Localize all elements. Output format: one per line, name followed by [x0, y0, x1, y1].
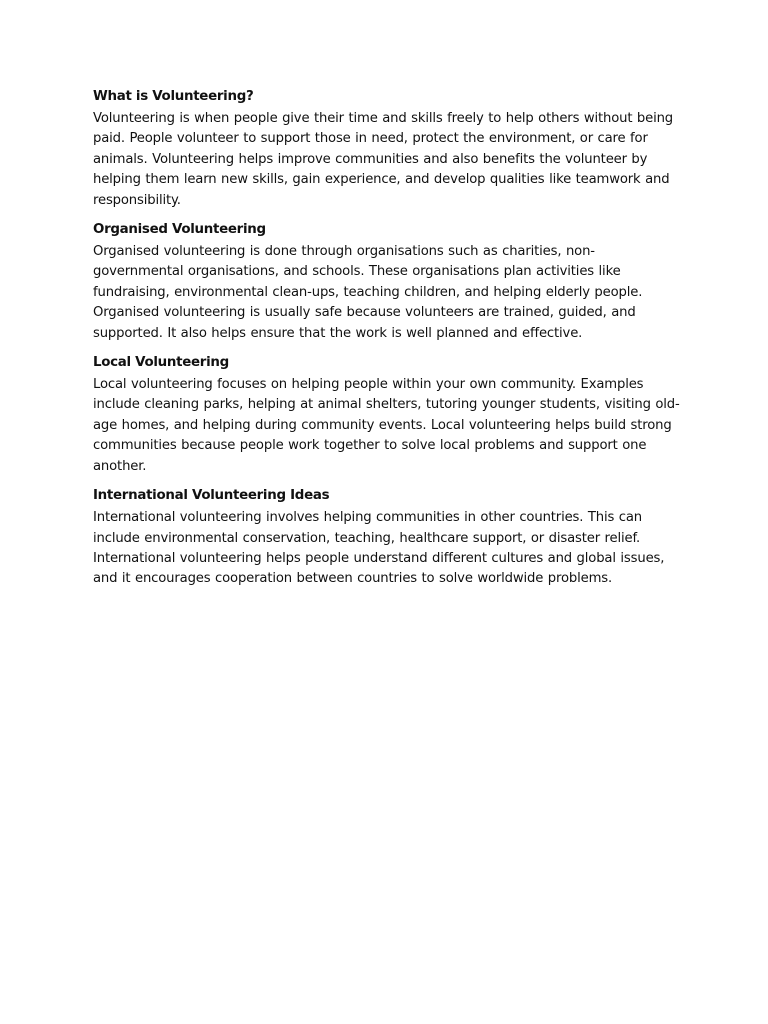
document-page	[93, 87, 683, 599]
section-paragraph: Volunteering is when people give their time and skills freely to help others without being paid. People volunteer to support those in need, protect the environment, or care for animals. Volunteering helps improve communities and also benefits the volunteer by helping them learn new skills, gain experience, and develop qualities like teamwork and responsibility.	[93, 111, 674, 208]
section-heading: Local Volunteering	[93, 355, 229, 371]
section-international-volunteering	[93, 486, 683, 590]
section-heading: International Volunteering Ideas	[93, 488, 330, 504]
section-paragraph: Local volunteering focuses on helping people within your own community. Examples include cleaning parks, helping at animal shelters, tutoring younger students, visiting old-age homes, and helping during community events. Local volunteering helps build strong communities because people work together to solve local problems and support one another.	[93, 377, 680, 474]
section-heading: What is Volunteering?	[93, 89, 254, 104]
section-heading: Organised Volunteering	[93, 222, 266, 238]
section-local-volunteering	[93, 353, 683, 477]
section-organised-volunteering	[93, 220, 683, 344]
section-paragraph: International volunteering involves helping communities in other countries. This can include environmental conservation, teaching, healthcare support, or disaster relief. International volunteering helps people understand different cultures and global issues, and it encourages cooperation between countries to solve worldwide problems.	[93, 510, 665, 587]
section-paragraph: Organised volunteering is done through organisations such as charities, non-governmental organisations, and schools. These organisations plan activities like fundraising, environmental clean-ups, teaching children, and helping elderly people. Organised volunteering is usually safe because volunteers are trained, guided, and supported. It also helps ensure that the work is well planned and effective.	[93, 244, 643, 341]
section-what-is-volunteering	[93, 87, 683, 211]
